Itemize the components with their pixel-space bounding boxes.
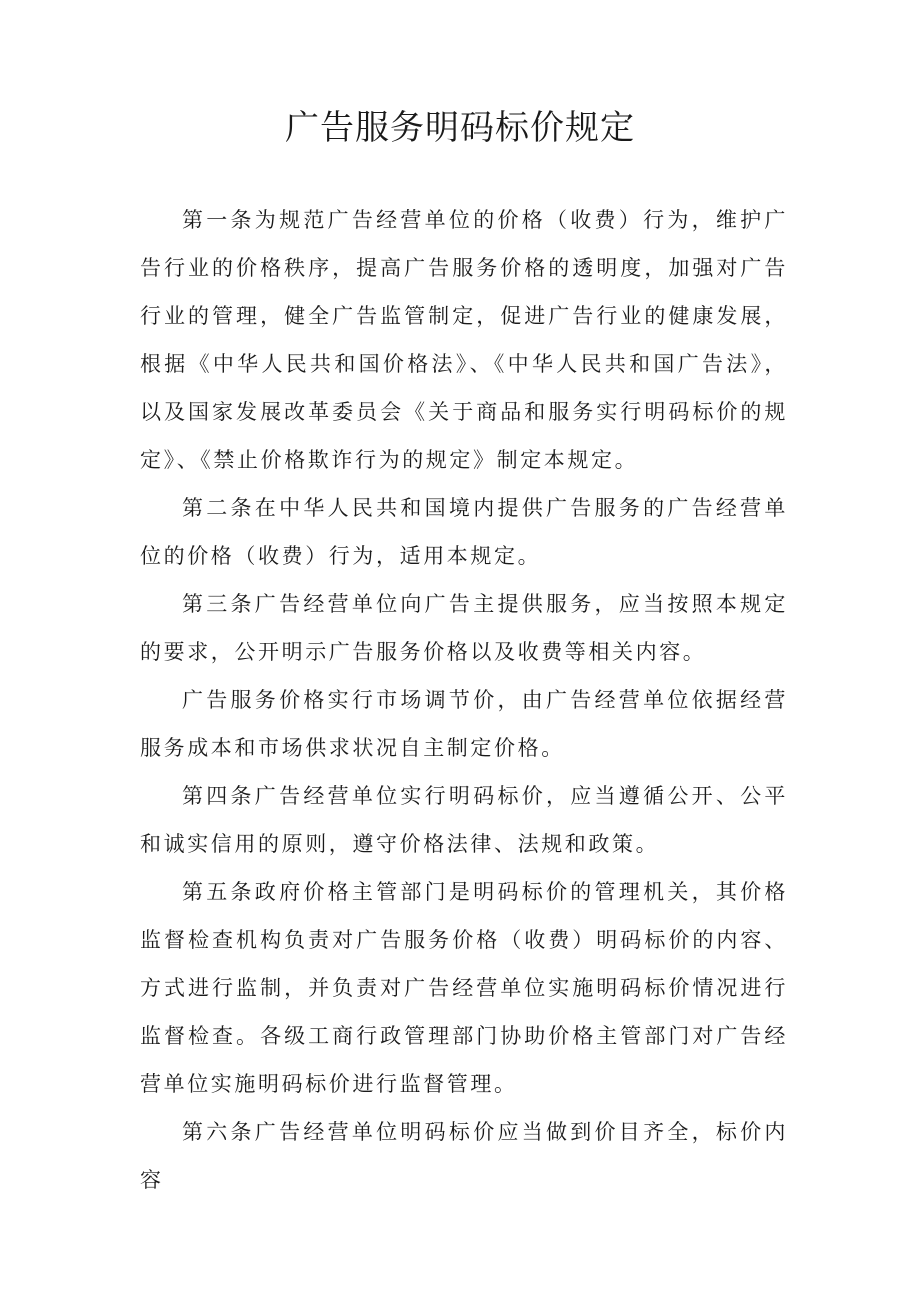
document-title: 广告服务明码标价规定 <box>285 108 635 148</box>
paragraph-article-6: 第六条广告经营单位明码标价应当做到价目齐全，标价内容 <box>140 1120 788 1192</box>
document-body <box>140 196 788 1204</box>
paragraph-article-4: 第四条广告经营单位实行明码标价，应当遵循公开、公平和诚实信用的原则，遵守价格法律、法规和政策。 <box>140 784 788 856</box>
paragraph-article-1: 第一条为规范广告经营单位的价格（收费）行为，维护广告行业的价格秩序，提高广告服务价格的透明度，加强对广告行业的管理，健全广告监管制定，促进广告行业的健康发展，根据《中华人民共和国价格法》、《中华人民共和国广告法》，以及国家发展改革委员会《关于商品和服务实行明码标价的规定》、《禁止价格欺诈行为的规定》制定本规定。 <box>140 208 788 472</box>
paragraph-article-3-pricing: 广告服务价格实行市场调节价，由广告经营单位依据经营服务成本和市场供求状况自主制定价格。 <box>140 688 788 760</box>
paragraph-article-5: 第五条政府价格主管部门是明码标价的管理机关，其价格监督检查机构负责对广告服务价格（收费）明码标价的内容、方式进行监制，并负责对广告经营单位实施明码标价情况进行监督检查。各级工商行政管理部门协助价格主管部门对广告经营单位实施明码标价进行监督管理。 <box>140 880 788 1096</box>
paragraph-article-2: 第二条在中华人民共和国境内提供广告服务的广告经营单位的价格（收费）行为，适用本规定。 <box>140 496 788 568</box>
paragraph-article-3: 第三条广告经营单位向广告主提供服务，应当按照本规定的要求，公开明示广告服务价格以及收费等相关内容。 <box>140 592 788 664</box>
